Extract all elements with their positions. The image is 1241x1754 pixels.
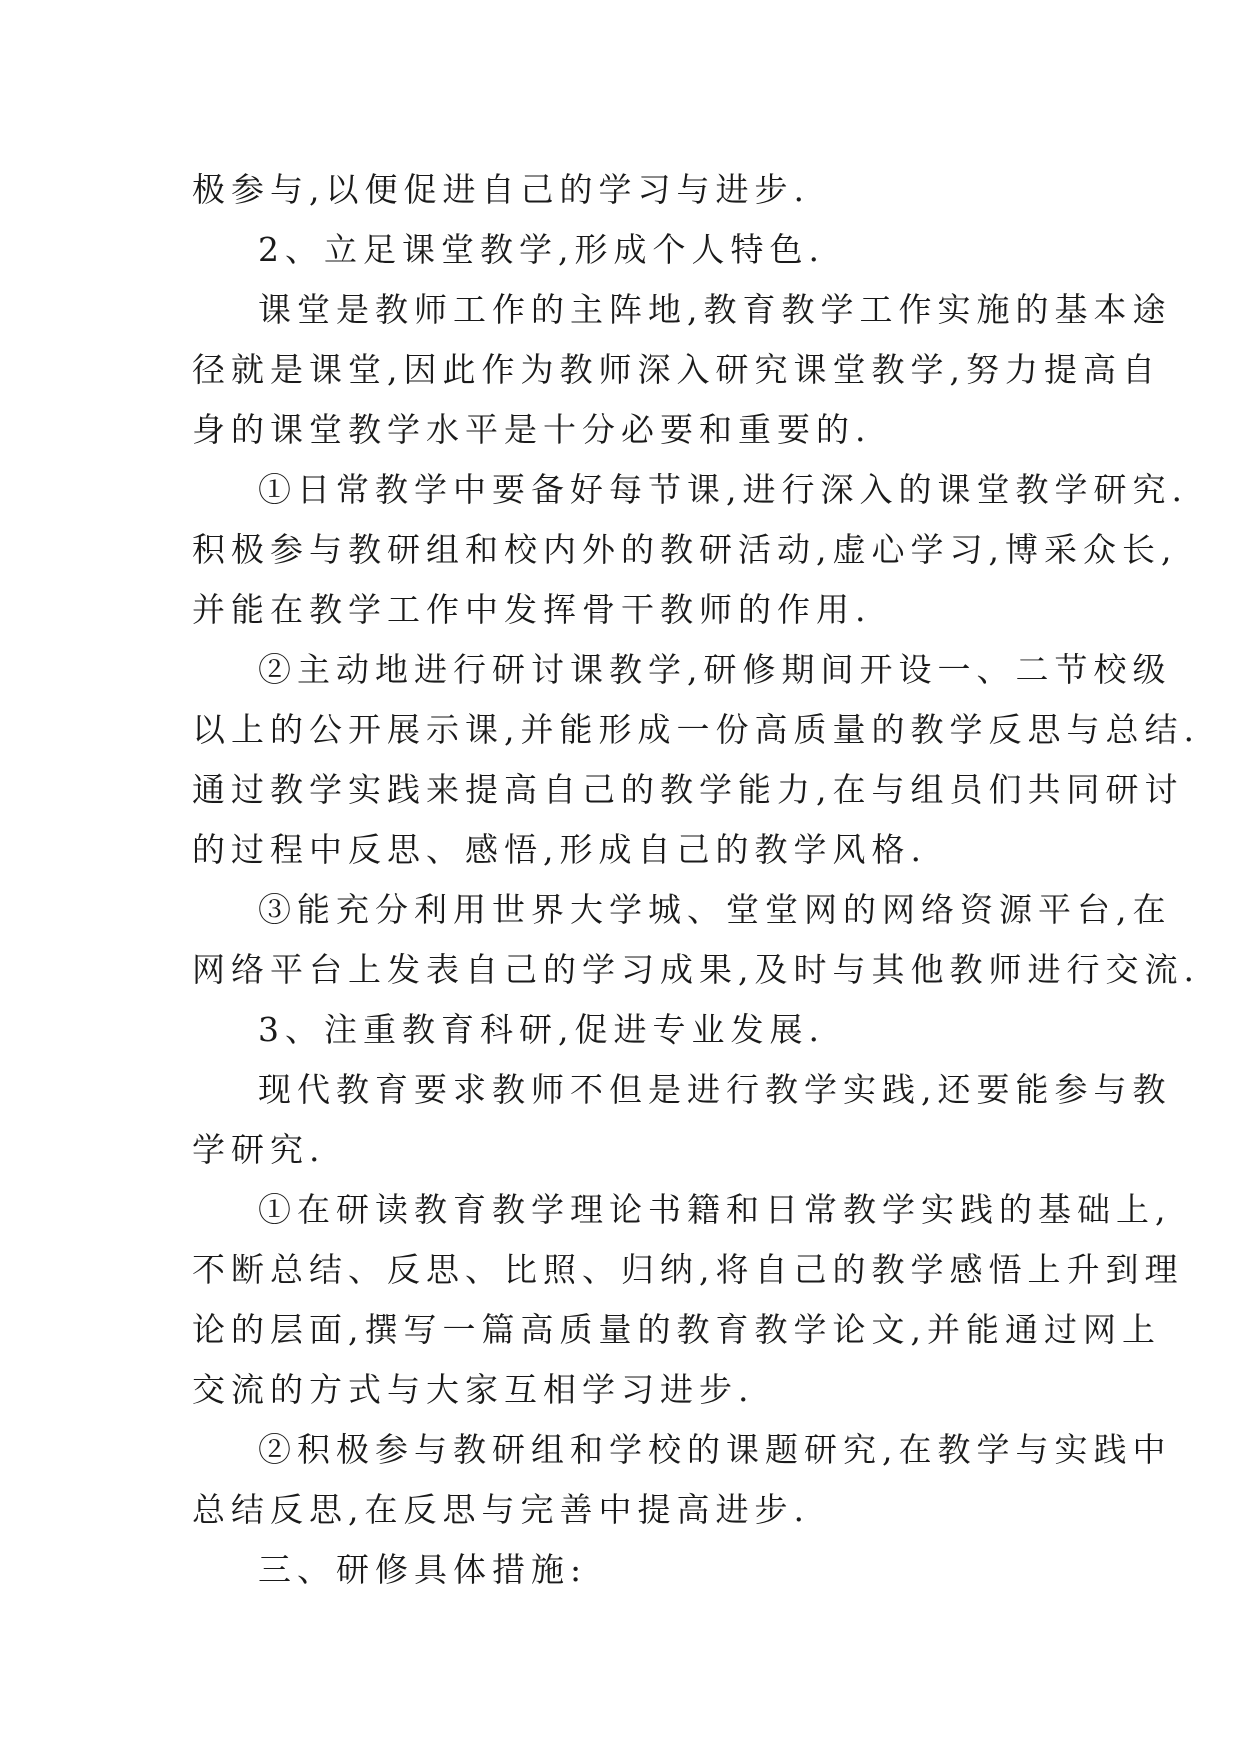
list-item: [192, 1180, 1184, 1420]
text-line: ②积极参与教研组和学校的课题研究,在教学与实践中: [258, 1430, 1172, 1469]
text-line: 学研究.: [192, 1130, 326, 1169]
text-line: 的过程中反思、感悟,形成自己的教学风格.: [192, 830, 927, 869]
list-item: [192, 880, 1200, 1000]
text-line: 论的层面,撰写一篇高质量的教育教学论文,并能通过网上: [192, 1310, 1161, 1349]
list-item: [192, 640, 1200, 880]
text-line: 课堂是教师工作的主阵地,教育教学工作实施的基本途: [258, 290, 1172, 329]
document-body: [192, 160, 1200, 1600]
text-line: 通过教学实践来提高自己的教学能力,在与组员们共同研讨: [192, 770, 1184, 809]
section-heading-3: [192, 1000, 1052, 1060]
section-heading-2: [192, 220, 1052, 280]
text-line: 身的课堂教学水平是十分必要和重要的.: [192, 410, 872, 449]
text-line: ①日常教学中要备好每节课,进行深入的课堂教学研究.: [258, 470, 1188, 509]
text-line: 交流的方式与大家互相学习进步.: [192, 1370, 755, 1409]
text-line: ③能充分利用世界大学城、堂堂网的网络资源平台,在: [258, 890, 1172, 929]
text-line: 3、注重教育科研,促进专业发展.: [258, 1010, 825, 1049]
text-line: ①在研读教育教学理论书籍和日常教学实践的基础上,: [258, 1190, 1172, 1229]
text-line: 不断总结、反思、比照、归纳,将自己的教学感悟上升到理: [192, 1250, 1184, 1289]
section-heading-three: [192, 1540, 1052, 1600]
list-item: [192, 460, 1188, 640]
text-line: 2、立足课堂教学,形成个人特色.: [258, 230, 825, 269]
list-item: [192, 1420, 1172, 1540]
text-line: 三、研修具体措施:: [258, 1550, 588, 1589]
paragraph: [192, 1060, 1172, 1180]
text-line: 并能在教学工作中发挥骨干教师的作用.: [192, 590, 872, 629]
text-line: 极参与,以便促进自己的学习与进步.: [192, 170, 810, 209]
text-line: ②主动地进行研讨课教学,研修期间开设一、二节校级: [258, 650, 1172, 689]
text-line: 径就是课堂,因此作为教师深入研究课堂教学,努力提高自: [192, 350, 1161, 389]
text-line: 网络平台上发表自己的学习成果,及时与其他教师进行交流.: [192, 950, 1200, 989]
text-line: 积极参与教研组和校内外的教研活动,虚心学习,博采众长,: [192, 530, 1178, 569]
text-line: 现代教育要求教师不但是进行教学实践,还要能参与教: [258, 1070, 1172, 1109]
paragraph: [192, 160, 1052, 220]
paragraph: [192, 280, 1172, 460]
text-line: 以上的公开展示课,并能形成一份高质量的教学反思与总结.: [192, 710, 1200, 749]
text-line: 总结反思,在反思与完善中提高进步.: [192, 1490, 810, 1529]
